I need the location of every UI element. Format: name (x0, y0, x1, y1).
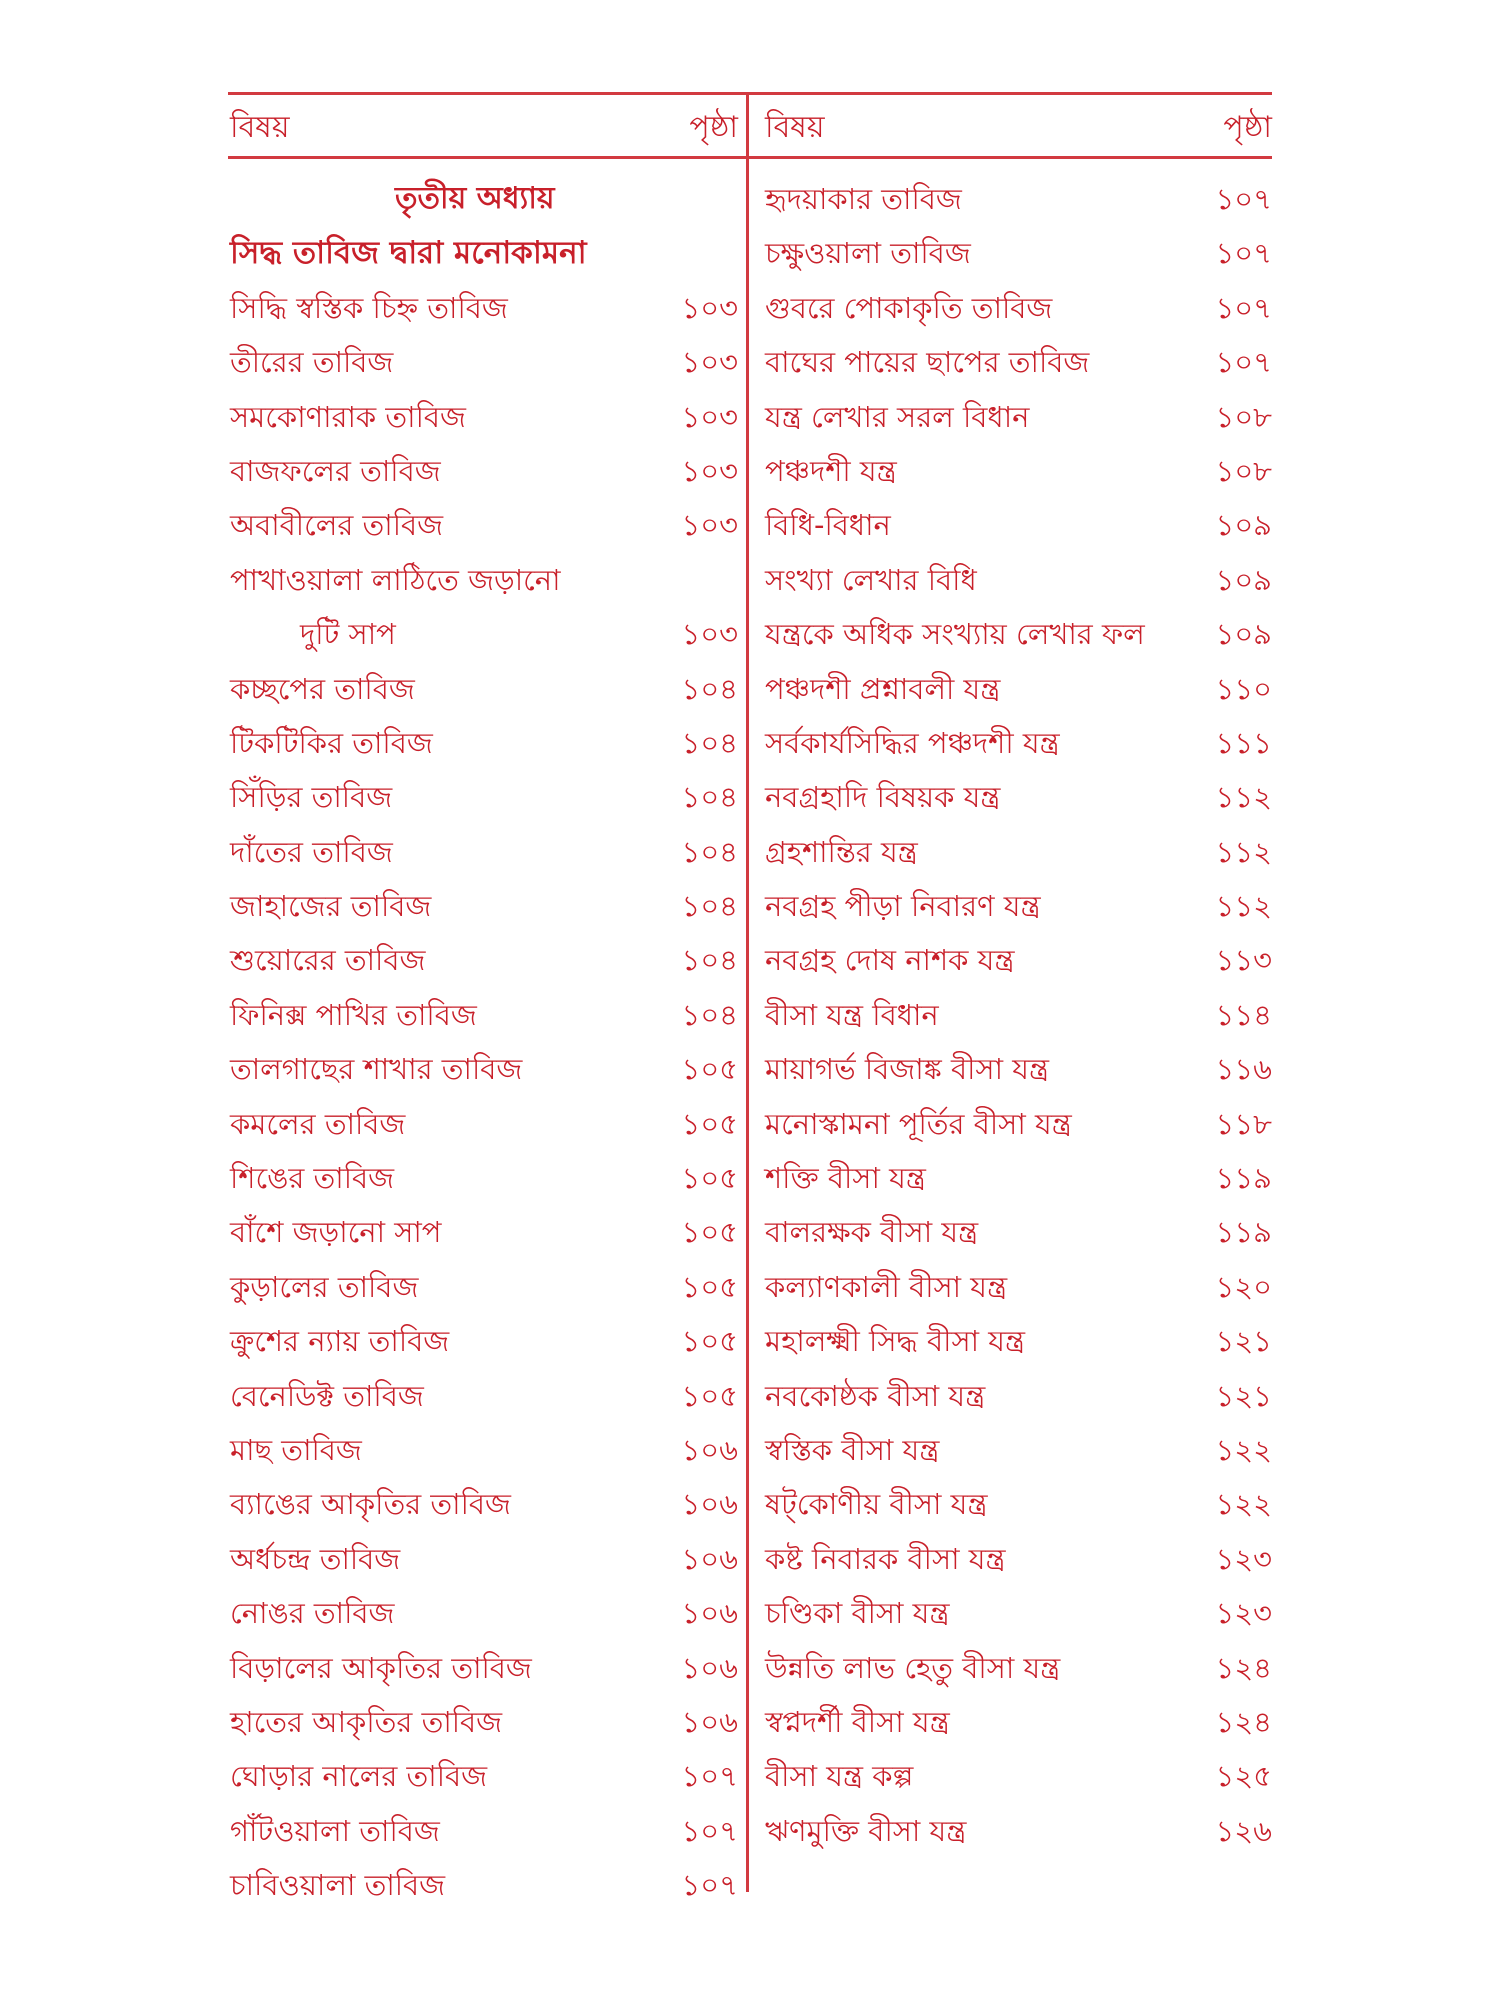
toc-entry (765, 1804, 1272, 1858)
toc-entry-title: অর্ধচন্দ্র তাবিজ (230, 1541, 401, 1576)
toc-entry-page: ১০৭ (681, 1813, 738, 1848)
toc-entry-title: বীসা যন্ত্র কল্প (765, 1759, 914, 1794)
toc-entry-page: ১১৯ (1215, 1215, 1272, 1250)
toc-entry (765, 770, 1272, 824)
toc-entry-title: কল্যাণকালী বীসা যন্ত্র (765, 1269, 1008, 1304)
toc-entry-title: শক্তি বীসা যন্ত্র (765, 1161, 926, 1196)
left-header-page: পৃষ্ঠা (689, 110, 738, 145)
toc-entry-title: চাবিওয়ালা তাবিজ (230, 1868, 446, 1903)
toc-entry-page: ১০৪ (681, 997, 738, 1032)
toc-entry-title: ঋণমুক্তি বীসা যন্ত্র (765, 1813, 967, 1848)
toc-entry-page: ১০৩ (681, 453, 738, 488)
toc-entry-title: স্বপ্নদর্শী বীসা যন্ত্র (765, 1704, 950, 1739)
toc-entry-page: ১০৭ (1215, 182, 1272, 216)
toc-entry-title: মাছ তাবিজ (230, 1432, 362, 1467)
toc-entry-page: ১০৬ (681, 1487, 738, 1522)
toc-entry-title: উন্নতি লাভ হেতু বীসা যন্ত্র (765, 1650, 1061, 1685)
toc-entry (765, 1151, 1272, 1205)
toc-entry-page: ১১৬ (1215, 1052, 1272, 1087)
toc-entry-title: পঞ্চদশী প্রশ্নাবলী যন্ত্র (765, 671, 1001, 706)
toc-entry (765, 1532, 1272, 1586)
toc-entry (765, 1695, 1272, 1749)
toc-entry (230, 226, 738, 280)
toc-entry (230, 1369, 738, 1423)
toc-entry-page: ১২৩ (1215, 1596, 1272, 1631)
toc-entry (765, 444, 1272, 498)
toc-entry (765, 662, 1272, 716)
toc-entry-page: ১১৩ (1215, 943, 1272, 978)
toc-entry-title: নোঙর তাবিজ (230, 1596, 395, 1631)
toc-entry (230, 1097, 738, 1151)
toc-entry-page: ১০৬ (681, 1432, 738, 1467)
toc-entry-title: বিড়ালের আকৃতির তাবিজ (230, 1650, 532, 1685)
toc-entry-page: ১১৪ (1215, 997, 1272, 1032)
toc-entry-title: সিঁড়ির তাবিজ (230, 780, 393, 815)
toc-entry (765, 1369, 1272, 1423)
toc-entry-title: নবগ্রহ পীড়া নিবারণ যন্ত্র (765, 889, 1041, 924)
toc-entry-title: হৃদয়াকার তাবিজ (765, 182, 962, 216)
toc-entry (230, 1586, 738, 1640)
toc-entry (765, 1205, 1272, 1259)
toc-entry-page: ১০৭ (1215, 236, 1272, 271)
toc-entry-title: বাজফলের তাবিজ (230, 453, 441, 488)
toc-entry-title: চক্ষুওয়ালা তাবিজ (765, 236, 971, 271)
toc-entry (230, 1641, 738, 1695)
toc-entry (765, 1097, 1272, 1151)
toc-entry-title: ক্রুশের ন্যায় তাবিজ (230, 1324, 450, 1359)
toc-entry-title: বিধি-বিধান (765, 508, 891, 543)
toc-entry (765, 1423, 1272, 1477)
toc-entry (230, 172, 738, 226)
toc-entry (230, 716, 738, 770)
top-rule (228, 92, 1272, 95)
toc-entry-title: বেনেডিক্ট তাবিজ (230, 1378, 424, 1413)
toc-entry-title: কষ্ট নিবারক বীসা যন্ত্র (765, 1541, 1006, 1576)
toc-entry-page: ১০৪ (681, 943, 738, 978)
toc-entry-page: ১০৪ (681, 671, 738, 706)
toc-entry (765, 226, 1272, 280)
toc-entry-page: ১২২ (1215, 1487, 1272, 1522)
toc-entry-page: ১২০ (1215, 1269, 1272, 1304)
toc-entry-title: স্বস্তিক বীসা যন্ত্র (765, 1432, 940, 1467)
toc-entry (230, 1260, 738, 1314)
toc-entry-page: ১০৫ (681, 1052, 738, 1087)
toc-entry (765, 607, 1272, 661)
toc-entry-page: ১০৩ (681, 290, 738, 325)
left-header-subject: বিষয় (230, 110, 290, 145)
toc-entry-page: ১০৪ (681, 889, 738, 924)
toc-entry-title: নবকোষ্ঠক বীসা যন্ত্র (765, 1378, 986, 1413)
left-header (230, 100, 738, 156)
toc-entry (230, 1042, 738, 1096)
toc-entry-page: ১১৯ (1215, 1161, 1272, 1196)
toc-entry-title: ফিনিক্স পাখির তাবিজ (230, 997, 477, 1032)
toc-entry (230, 444, 738, 498)
toc-entry-title: বাঁশে জড়ানো সাপ (230, 1215, 442, 1250)
toc-entry-page: ১২৪ (1215, 1650, 1272, 1685)
toc-entry-page: ১০৫ (681, 1215, 738, 1250)
toc-entry-title: দাঁতের তাবিজ (230, 834, 393, 869)
toc-entry-page: ১০৯ (1215, 617, 1272, 652)
toc-entry-page: ১০৫ (681, 1269, 738, 1304)
toc-entry-title: শুয়োরের তাবিজ (230, 943, 426, 978)
toc-entry-page: ১০৯ (1215, 562, 1272, 597)
toc-entry-page: ১১২ (1215, 780, 1272, 815)
toc-entry-title: মহালক্ষ্মী সিদ্ধ বীসা যন্ত্র (765, 1324, 1026, 1359)
toc-entry (765, 988, 1272, 1042)
header-rule (228, 156, 1272, 159)
toc-entry (765, 335, 1272, 389)
toc-entry-title: বাঘের পায়ের ছাপের তাবিজ (765, 345, 1090, 380)
toc-entry-page: ১২১ (1215, 1324, 1272, 1359)
toc-entry-title: সর্বকার্যসিদ্ধির পঞ্চদশী যন্ত্র (765, 725, 1060, 760)
toc-entry (230, 933, 738, 987)
toc-entry-page: ১০৩ (681, 345, 738, 380)
toc-entry-title: সমকোণারাক তাবিজ (230, 399, 466, 434)
toc-entry-title: ঘোড়ার নালের তাবিজ (230, 1759, 488, 1794)
toc-entry (230, 1314, 738, 1368)
toc-entry (230, 879, 738, 933)
toc-entry (765, 879, 1272, 933)
toc-entry (765, 1314, 1272, 1368)
toc-entry-page: ১০৬ (681, 1541, 738, 1576)
toc-entry-title: তীরের তাবিজ (230, 345, 394, 380)
toc-entry-title: পঞ্চদশী যন্ত্র (765, 453, 897, 488)
toc-entry-page: ১১০ (1215, 671, 1272, 706)
toc-entry-title: মায়াগর্ভ বিজাঙ্ক বীসা যন্ত্র (765, 1052, 1050, 1087)
toc-entry (765, 1749, 1272, 1803)
toc-entry (230, 1532, 738, 1586)
toc-entry (230, 553, 738, 607)
toc-entry (230, 390, 738, 444)
toc-entry-page: ১০৫ (681, 1378, 738, 1413)
toc-entry-page: ১২৪ (1215, 1704, 1272, 1739)
toc-entry-page: ১০৭ (1215, 345, 1272, 380)
toc-entry-title: টিকটিকির তাবিজ (230, 725, 433, 760)
toc-entry-page: ১২২ (1215, 1432, 1272, 1467)
toc-entry-page: ১০৩ (681, 617, 738, 652)
toc-entry-page: ১০৩ (681, 399, 738, 434)
toc-entry-page: ১১১ (1215, 725, 1272, 760)
toc-entry-title: যন্ত্রকে অধিক সংখ্যায় লেখার ফল (765, 617, 1145, 652)
toc-entry-title: যন্ত্র লেখার সরল বিধান (765, 399, 1030, 434)
toc-entry-title: কচ্ছপের তাবিজ (230, 671, 415, 706)
toc-entry-page: ১০৬ (681, 1650, 738, 1685)
toc-entry (230, 1423, 738, 1477)
toc-entry-page: ১০৭ (1215, 290, 1272, 325)
toc-entry (230, 1695, 738, 1749)
toc-entry (230, 770, 738, 824)
toc-entry-title: নবগ্রহাদি বিষয়ক যন্ত্র (765, 780, 1001, 815)
toc-entry-title: মনোস্কামনা পূর্তির বীসা যন্ত্র (765, 1106, 1072, 1141)
toc-entry-title: শিঙের তাবিজ (230, 1161, 395, 1196)
right-header (765, 100, 1272, 156)
toc-entry (230, 281, 738, 335)
toc-entry-title: কুড়ালের তাবিজ (230, 1269, 419, 1304)
toc-entry-page: ১০৮ (1215, 399, 1272, 434)
toc-entry-title: সংখ্যা লেখার বিধি (765, 562, 977, 597)
toc-entry-title: চণ্ডিকা বীসা যন্ত্র (765, 1596, 950, 1631)
toc-entry-page: ১০৬ (681, 1596, 738, 1631)
toc-entry (765, 1042, 1272, 1096)
toc-entry (765, 1586, 1272, 1640)
toc-entry-page: ১১২ (1215, 889, 1272, 924)
toc-entry-page: ১২৬ (1215, 1813, 1272, 1848)
toc-entry-page: ১০৭ (681, 1868, 738, 1903)
toc-entry-page: ১০৪ (681, 780, 738, 815)
toc-entry-title: নবগ্রহ দোষ নাশক যন্ত্র (765, 943, 1015, 978)
toc-entry-page: ১০৯ (1215, 508, 1272, 543)
toc-entry (230, 607, 738, 661)
toc-entry-page: ১০৮ (1215, 453, 1272, 488)
toc-entry (765, 1641, 1272, 1695)
toc-entry (765, 1477, 1272, 1531)
toc-entry (230, 498, 738, 552)
toc-entry-title: সিদ্ধি স্বস্তিক চিহ্ন তাবিজ (230, 290, 508, 325)
toc-entry (765, 553, 1272, 607)
toc-entry (230, 1749, 738, 1803)
toc-entry (230, 988, 738, 1042)
toc-entry (765, 825, 1272, 879)
right-header-subject: বিষয় (765, 110, 825, 145)
column-divider (746, 92, 749, 1892)
toc-entry-page: ১০৪ (681, 834, 738, 869)
toc-entry-page: ১০৫ (681, 1324, 738, 1359)
toc-entry-title: গাঁটওয়ালা তাবিজ (230, 1813, 440, 1848)
toc-entry-page: ১০৬ (681, 1704, 738, 1739)
toc-entry-page: ১২৫ (1215, 1759, 1272, 1794)
toc-entry (230, 662, 738, 716)
toc-entry (765, 498, 1272, 552)
toc-entry-title: গুবরে পোকাকৃতি তাবিজ (765, 290, 1053, 325)
toc-entry (765, 716, 1272, 770)
toc-entry-title: দুটি সাপ (300, 617, 396, 652)
toc-entry-title: বীসা যন্ত্র বিধান (765, 997, 939, 1032)
toc-entry (230, 1477, 738, 1531)
toc-entry (230, 1804, 738, 1858)
toc-entry-title: পাখাওয়ালা লাঠিতে জড়ানো (230, 562, 561, 597)
toc-entry (230, 1151, 738, 1205)
toc-entry (230, 825, 738, 879)
toc-entry (765, 172, 1272, 226)
toc-entry (230, 1205, 738, 1259)
toc-entry-title: অবাবীলের তাবিজ (230, 508, 444, 543)
toc-entry-title: ষট্‌কোণীয় বীসা যন্ত্র (765, 1487, 988, 1522)
toc-entry-page: ১০৩ (681, 508, 738, 543)
left-column (230, 172, 738, 1913)
toc-entry-page: ১০৫ (681, 1106, 738, 1141)
toc-entry (765, 933, 1272, 987)
toc-entry-title: তালগাছের শাখার তাবিজ (230, 1052, 523, 1087)
toc-entry-title: গ্রহশান্তির যন্ত্র (765, 834, 918, 869)
toc-entry-page: ১০৭ (681, 1759, 738, 1794)
toc-entry-title: ব্যাঙের আকৃতির তাবিজ (230, 1487, 511, 1522)
toc-entry-page: ১১২ (1215, 834, 1272, 869)
toc-entry-page: ১১৮ (1215, 1106, 1272, 1141)
toc-entry (230, 335, 738, 389)
right-header-page: পৃষ্ঠা (1223, 110, 1272, 145)
toc-entry (765, 390, 1272, 444)
toc-entry-title: জাহাজের তাবিজ (230, 889, 432, 924)
toc-entry-page: ১২৩ (1215, 1541, 1272, 1576)
toc-entry (765, 1260, 1272, 1314)
toc-entry-title: বালরক্ষক বীসা যন্ত্র (765, 1215, 979, 1250)
toc-entry-title: সিদ্ধ তাবিজ দ্বারা মনোকামনা (230, 235, 587, 272)
toc-entry-page: ১০৫ (681, 1161, 738, 1196)
toc-entry (765, 281, 1272, 335)
toc-entry-title: হাতের আকৃতির তাবিজ (230, 1704, 503, 1739)
toc-entry-title: কমলের তাবিজ (230, 1106, 406, 1141)
toc-entry-page: ১২১ (1215, 1378, 1272, 1413)
right-column (765, 172, 1272, 1858)
toc-entry (230, 1858, 738, 1912)
toc-entry-page: ১০৪ (681, 725, 738, 760)
toc-entry-title: তৃতীয় অধ্যায় (395, 181, 555, 216)
